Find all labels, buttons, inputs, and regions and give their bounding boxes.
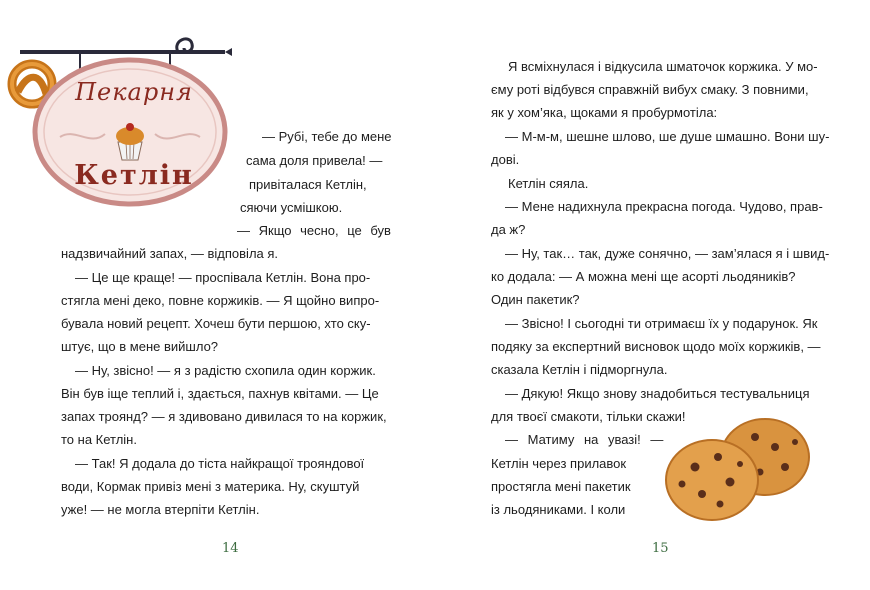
text-line: надзвичайний запах, — відповіла я. — [61, 246, 279, 261]
text-line: подяку за експертний висновок щодо моїх коржиків, — — [491, 339, 821, 354]
text-line: із льодяниками. І коли — [491, 502, 626, 517]
text-line: стягла мені деко, повне коржиків. — Я щойно випро- — [61, 293, 380, 308]
text-line: — Матиму на увазі! — — [505, 432, 664, 447]
text-line: для твоєї смакоти, тільки скажи! — [491, 409, 686, 424]
text-line: — Так! Я додала до тіста найкращої трояндової — [75, 456, 365, 471]
bakery-sign-illustration — [0, 32, 240, 222]
text-line: — Це ще краще! — проспівала Кетлін. Вона про- — [75, 270, 371, 285]
text-line: — Дякую! Якщо знову знадобиться тестувальниця — [505, 386, 810, 401]
text-line: запах троянд? — я здивовано дивилася то на коржик, — [61, 409, 387, 424]
text-line: — Ну, так… так, дуже сонячно, — зам’ялася я і швид- — [505, 246, 830, 261]
text-line: привіталася Кетлін, — [249, 177, 367, 192]
text-line: Один пакетик? — [491, 292, 580, 307]
text-line: сяючи усмішкою. — [240, 200, 343, 215]
text-line: — Рубі, тебе до мене — [262, 129, 392, 144]
text-line: — Мене надихнула прекрасна погода. Чудово, прав- — [505, 199, 823, 214]
text-line: — Звісно! І сьогодні ти отримаєш їх у подарунок. Як — [505, 316, 818, 331]
text-line: Кетлін через прилавок — [491, 456, 627, 471]
text-line: Я всміхнулася і відкусила шматочок коржика. У мо- — [508, 59, 818, 74]
text-line: як у хом’яка, щоками я пробурмотіла: — [491, 105, 718, 120]
text-line: да ж? — [491, 222, 526, 237]
page-number: 15 — [652, 541, 669, 556]
text-line: — Якщо чесно, це був — [237, 223, 391, 238]
text-line: дові. — [491, 152, 520, 167]
cookies-illustration — [660, 412, 820, 524]
text-line: води, Кормак привіз мені з материка. Ну, скуштуй — [61, 479, 360, 494]
text-line: то на Кетлін. — [61, 432, 137, 447]
text-line: — Ну, звісно! — я з радістю схопила один коржик. — [75, 363, 376, 378]
text-line: простягла мені пакетик — [491, 479, 631, 494]
text-line: Кетлін сяяла. — [508, 176, 589, 191]
text-line: штує, що в мене вийшло? — [61, 339, 219, 354]
text-line: єму роті відбувся справжній вибух смаку. З повними, — [491, 82, 809, 97]
text-line: — М-м-м, шешне шлово, ше душе шмашно. Вони шу- — [505, 129, 830, 144]
sign-title: Пекарня — [75, 78, 193, 106]
cookie-icon — [666, 440, 758, 520]
text-line: Він був іще теплий і, здається, пахнув квітами. — Це — [61, 386, 379, 401]
sign-subtitle: Кетлін — [74, 160, 194, 191]
text-line: уже! — не могла втерпіти Кетлін. — [61, 502, 260, 517]
text-line: ко додала: — А можна мені ще асорті льодяників? — [491, 269, 796, 284]
page-number: 14 — [222, 541, 239, 556]
text-line: сказала Кетлін і підморгнула. — [491, 362, 668, 377]
text-line: бувала новий рецепт. Хочеш бути першою, хто ску- — [61, 316, 371, 331]
text-line: сама доля привела! — — [246, 153, 383, 168]
